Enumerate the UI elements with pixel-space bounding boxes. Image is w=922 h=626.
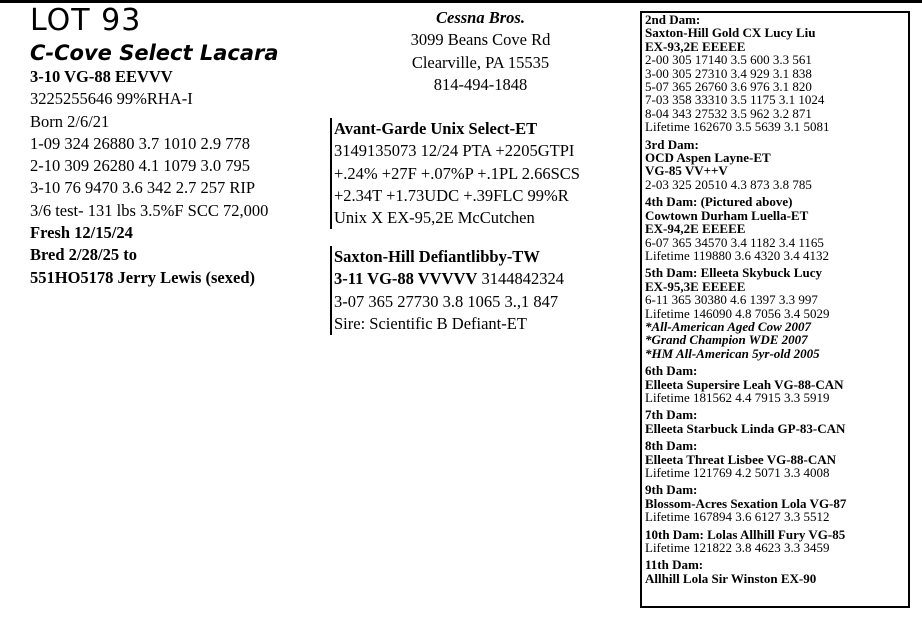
breeder-contact	[398, 7, 563, 96]
dam-name: Elleeta Supersire Leah VG-88-CAN	[645, 376, 844, 392]
cow-info-line: Born 2/6/21	[30, 111, 110, 131]
dam-record: 8-04 343 27532 3.5 962 3.2 871	[645, 105, 812, 121]
sire-info-line: +2.34T +1.73UDC +.39FLC 99%R	[334, 185, 569, 205]
cow-details	[30, 66, 268, 289]
dam-record: Lifetime 121769 4.2 5071 3.3 4008	[645, 465, 830, 480]
dam-name: Saxton-Hill Defiantlibby-TW	[334, 247, 540, 266]
dam-record: Lifetime 119880 3.6 4320 3.4 4132	[645, 247, 830, 263]
pedigree-dam-8	[645, 439, 910, 479]
cow-info-line: 2-10 309 26280 4.1 1079 3.0 795	[30, 156, 250, 176]
cow-info-line: 3/6 test- 131 lbs 3.5%F SCC 72,000	[30, 200, 269, 220]
dam-heading: 3rd Dam:	[645, 136, 699, 152]
dam-name: Saxton-Hill Gold CX Lucy Liu	[645, 25, 816, 41]
dam-record: Lifetime 146090 4.8 7056 3.4 5029	[645, 305, 830, 321]
dam-record: 2-03 325 20510 4.3 873 3.8 785	[645, 176, 812, 192]
dam-record: 7-03 358 33310 3.5 1175 3.1 1024	[645, 92, 825, 108]
dam-record: Lifetime 121822 3.8 4623 3.3 3459	[645, 540, 830, 556]
pedigree-list	[645, 13, 910, 589]
dam-record: 3-00 305 27310 3.4 929 3.1 838	[645, 65, 812, 81]
cow-info-line: 3-10 76 9470 3.6 342 2.7 257 RIP	[30, 178, 256, 198]
dam-class: EX-93,2E EEEEE	[645, 38, 746, 54]
dam-name: Blossom-Acres Sexation Lola VG-87	[645, 495, 847, 511]
dam-honor: *Grand Champion WDE 2007	[645, 332, 808, 348]
dam-classification-line	[334, 268, 564, 290]
pedigree-dam-4	[645, 195, 910, 262]
sire-info-line: +.24% +27F +.07%P +.1PL 2.66SCS	[334, 163, 580, 183]
cow-status-line: Bred 2/28/25 to	[30, 245, 137, 265]
cow-name: C-Cove Select Lacara	[30, 41, 279, 65]
pedigree-dam-11	[645, 558, 910, 585]
dam-heading: 9th Dam:	[645, 482, 698, 498]
breeder-phone: 814-494-1848	[433, 74, 528, 94]
dam-record: 5-07 365 26760 3.6 976 3.1 820	[645, 79, 812, 95]
dam-heading: 7th Dam:	[645, 407, 698, 423]
dam-name: Allhill Lola Sir Winston EX-90	[645, 570, 817, 586]
pedigree-dam-3	[645, 138, 910, 192]
dam-heading: 10th Dam: Lolas Allhill Fury VG-85	[645, 526, 846, 542]
lot-number: LOT 93	[30, 3, 142, 38]
dam-record: Lifetime 181562 4.4 7915 3.3 5919	[645, 389, 830, 405]
cow-info-line: 1-09 324 26880 3.7 1010 2.9 778	[30, 133, 250, 153]
dam-heading: 2nd Dam:	[645, 12, 701, 27]
dam-record: Lifetime 167894 3.6 6127 3.3 5512	[645, 509, 830, 525]
pedigree-dam-2	[645, 13, 910, 134]
dam-honor: *All-American Aged Cow 2007	[645, 318, 811, 334]
breeder-address-street: 3099 Beans Cove Rd	[410, 30, 551, 50]
sire-info-line: Unix X EX-95,2E McCutchen	[334, 208, 535, 228]
dam-name: Elleeta Threat Lisbee VG-88-CAN	[645, 451, 837, 467]
dam-record: 2-00 305 17140 3.5 600 3.3 561	[645, 52, 812, 68]
dam-name: Cowtown Durham Luella-ET	[645, 207, 809, 223]
dam-class: EX-94,2E EEEEE	[645, 221, 746, 237]
dam-block	[330, 246, 564, 335]
dam-record: 6-11 365 30380 4.6 1397 3.3 997	[645, 292, 818, 308]
dam-heading: 6th Dam:	[645, 363, 698, 379]
pedigree-dam-6	[645, 364, 910, 404]
cow-info-line: 3225255646 99%RHA-I	[30, 89, 193, 109]
dam-class: EX-95,3E EEEEE	[645, 278, 746, 294]
dam-info-line: Sire: Scientific B Defiant-ET	[334, 313, 527, 333]
pedigree-dam-9	[645, 483, 910, 523]
dam-heading: 11th Dam:	[645, 557, 704, 573]
dam-heading: 4th Dam: (Pictured above)	[645, 194, 793, 210]
cow-classification: 3-10 VG-88 EEVVV	[30, 67, 173, 86]
cow-status-line: 551HO5178 Jerry Lewis (sexed)	[30, 267, 255, 287]
dam-class: VG-85 VV++V	[645, 163, 728, 179]
dam-heading: 5th Dam: Elleeta Skybuck Lucy	[645, 265, 822, 281]
dam-info-line: 3-07 365 27730 3.8 1065 3.,1 847	[334, 291, 559, 311]
cow-status-line: Fresh 12/15/24	[30, 223, 133, 243]
sire-info-line: 3149135073 12/24 PTA +2205GTPI	[334, 141, 575, 161]
dam-honor: *HM All-American 5yr-old 2005	[645, 345, 820, 361]
pedigree-dam-7	[645, 408, 910, 435]
dam-heading: 8th Dam:	[645, 438, 698, 454]
breeder-name: Cessna Bros.	[436, 8, 525, 27]
dam-name: Elleeta Starbuck Linda GP-83-CAN	[645, 420, 846, 436]
sire-name: Avant-Garde Unix Select-ET	[334, 119, 538, 138]
pedigree-dam-10	[645, 528, 910, 555]
dam-classification: 3-11 VG-88 VVVVV	[334, 269, 478, 289]
dam-record: 6-07 365 34570 3.4 1182 3.4 1165	[645, 234, 824, 250]
dam-name: OCD Aspen Layne-ET	[645, 150, 771, 166]
breeder-address-city: Clearville, PA 15535	[411, 52, 550, 72]
dam-record: Lifetime 162670 3.5 5639 3.1 5081	[645, 119, 830, 135]
pedigree-dam-5	[645, 266, 910, 360]
sire-block	[330, 118, 580, 229]
dam-registration: 3144842324	[477, 269, 564, 289]
